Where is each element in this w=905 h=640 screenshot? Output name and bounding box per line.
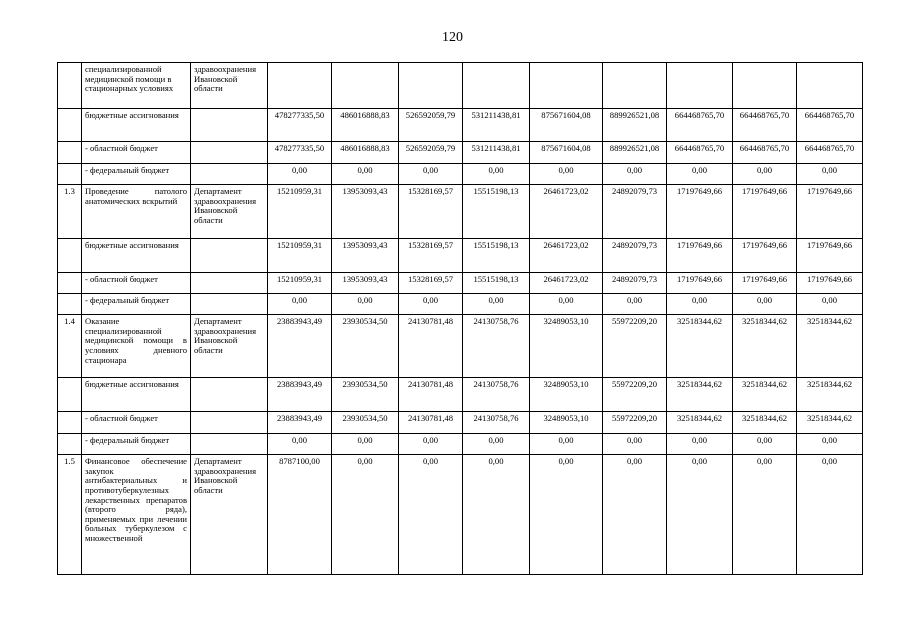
- amount-cell: 32518344,62: [733, 378, 797, 412]
- amount-cell: 0,00: [463, 294, 530, 315]
- amount-cell: 0,00: [268, 164, 332, 185]
- amount-cell: 0,00: [463, 455, 530, 575]
- row-index-cell: 1.3: [58, 185, 82, 239]
- amount-cell: 23930534,50: [332, 315, 399, 378]
- description-cell: Финансовое обеспечение закупок антибактериальных и противотуберкулезных лекарственных препаратов (второго ряда), применяемых при лечении больных туберкулезом с множественной: [82, 455, 191, 575]
- amount-cell: [667, 63, 733, 109]
- amount-cell: 0,00: [332, 434, 399, 455]
- table-body: [58, 63, 863, 575]
- amount-cell: 0,00: [797, 294, 863, 315]
- row-index-cell: [58, 142, 82, 164]
- amount-cell: 486016888,83: [332, 142, 399, 164]
- row-index-cell: [58, 273, 82, 294]
- amount-cell: 24130758,76: [463, 412, 530, 434]
- amount-cell: 531211438,81: [463, 142, 530, 164]
- amount-cell: 13953093,43: [332, 273, 399, 294]
- amount-cell: 17197649,66: [797, 185, 863, 239]
- amount-cell: 17197649,66: [733, 185, 797, 239]
- amount-cell: [332, 63, 399, 109]
- row-index-cell: 1.5: [58, 455, 82, 575]
- page-number: 120: [442, 30, 463, 45]
- description-cell: - федеральный бюджет: [82, 294, 191, 315]
- amount-cell: 17197649,66: [797, 273, 863, 294]
- amount-cell: 15210959,31: [268, 185, 332, 239]
- row-index-cell: [58, 239, 82, 273]
- amount-cell: [399, 63, 463, 109]
- amount-cell: 0,00: [399, 455, 463, 575]
- amount-cell: 15515198,13: [463, 273, 530, 294]
- amount-cell: 8787100,00: [268, 455, 332, 575]
- description-cell: - федеральный бюджет: [82, 164, 191, 185]
- amount-cell: 0,00: [667, 164, 733, 185]
- table-row: [58, 378, 863, 412]
- description-cell: бюджетные ассигнования: [82, 109, 191, 142]
- row-index-cell: [58, 109, 82, 142]
- row-index-cell: [58, 164, 82, 185]
- amount-cell: 15515198,13: [463, 239, 530, 273]
- amount-cell: 32518344,62: [733, 315, 797, 378]
- amount-cell: 24130758,76: [463, 378, 530, 412]
- executor-cell: Департамент здравоохранения Ивановской области: [191, 455, 268, 575]
- amount-cell: 17197649,66: [733, 273, 797, 294]
- amount-cell: 0,00: [332, 294, 399, 315]
- amount-cell: 0,00: [667, 455, 733, 575]
- amount-cell: 24130781,48: [399, 315, 463, 378]
- executor-cell: здравоохранения Ивановской области: [191, 63, 268, 109]
- amount-cell: 664468765,70: [797, 109, 863, 142]
- table-row: [58, 294, 863, 315]
- amount-cell: 55972209,20: [603, 378, 667, 412]
- amount-cell: 32489053,10: [530, 315, 603, 378]
- executor-cell: [191, 142, 268, 164]
- description-cell: специализированной медицинской помощи в стационарных условиях: [82, 63, 191, 109]
- amount-cell: 15328169,57: [399, 185, 463, 239]
- amount-cell: 23930534,50: [332, 412, 399, 434]
- amount-cell: 32518344,62: [797, 378, 863, 412]
- amount-cell: 0,00: [667, 294, 733, 315]
- amount-cell: 664468765,70: [733, 142, 797, 164]
- amount-cell: 26461723,02: [530, 185, 603, 239]
- table-row: [58, 142, 863, 164]
- executor-cell: [191, 273, 268, 294]
- amount-cell: 32518344,62: [797, 315, 863, 378]
- amount-cell: 32518344,62: [733, 412, 797, 434]
- executor-cell: Департамент здравоохранения Ивановской области: [191, 185, 268, 239]
- table-row: [58, 315, 863, 378]
- row-index-cell: [58, 63, 82, 109]
- amount-cell: 0,00: [399, 434, 463, 455]
- amount-cell: 0,00: [797, 164, 863, 185]
- amount-cell: 664468765,70: [733, 109, 797, 142]
- amount-cell: 0,00: [603, 294, 667, 315]
- table-row: [58, 185, 863, 239]
- amount-cell: 24892079,73: [603, 273, 667, 294]
- amount-cell: 0,00: [268, 434, 332, 455]
- amount-cell: 17197649,66: [733, 239, 797, 273]
- amount-cell: 0,00: [463, 434, 530, 455]
- description-cell: Проведение патолого анатомических вскрытий: [82, 185, 191, 239]
- amount-cell: 664468765,70: [797, 142, 863, 164]
- amount-cell: 0,00: [603, 164, 667, 185]
- amount-cell: 478277335,50: [268, 142, 332, 164]
- row-index-cell: [58, 378, 82, 412]
- amount-cell: 24130758,76: [463, 315, 530, 378]
- amount-cell: 13953093,43: [332, 239, 399, 273]
- executor-cell: [191, 412, 268, 434]
- description-cell: бюджетные ассигнования: [82, 239, 191, 273]
- table-row: [58, 239, 863, 273]
- executor-cell: [191, 109, 268, 142]
- table-row: [58, 164, 863, 185]
- amount-cell: 0,00: [530, 164, 603, 185]
- amount-cell: 875671604,08: [530, 142, 603, 164]
- amount-cell: 32489053,10: [530, 378, 603, 412]
- amount-cell: 15328169,57: [399, 239, 463, 273]
- amount-cell: 486016888,83: [332, 109, 399, 142]
- amount-cell: 26461723,02: [530, 273, 603, 294]
- description-cell: - областной бюджет: [82, 412, 191, 434]
- table-row: [58, 434, 863, 455]
- amount-cell: 0,00: [667, 434, 733, 455]
- amount-cell: 24892079,73: [603, 185, 667, 239]
- amount-cell: 24130781,48: [399, 378, 463, 412]
- executor-cell: Департамент здравоохранения Ивановской области: [191, 315, 268, 378]
- amount-cell: [603, 63, 667, 109]
- description-cell: Оказание специализированной медицинской помощи в условиях дневного стационара: [82, 315, 191, 378]
- executor-cell: [191, 294, 268, 315]
- row-index-cell: [58, 412, 82, 434]
- row-index-cell: [58, 294, 82, 315]
- amount-cell: 55972209,20: [603, 315, 667, 378]
- amount-cell: 17197649,66: [667, 273, 733, 294]
- description-cell: - областной бюджет: [82, 142, 191, 164]
- row-index-cell: [58, 434, 82, 455]
- amount-cell: 664468765,70: [667, 142, 733, 164]
- executor-cell: [191, 164, 268, 185]
- amount-cell: 26461723,02: [530, 239, 603, 273]
- amount-cell: 889926521,08: [603, 109, 667, 142]
- amount-cell: 875671604,08: [530, 109, 603, 142]
- amount-cell: 32518344,62: [797, 412, 863, 434]
- amount-cell: 664468765,70: [667, 109, 733, 142]
- row-index-cell: 1.4: [58, 315, 82, 378]
- amount-cell: 0,00: [797, 455, 863, 575]
- amount-cell: [530, 63, 603, 109]
- description-cell: - федеральный бюджет: [82, 434, 191, 455]
- amount-cell: 13953093,43: [332, 185, 399, 239]
- table-row: [58, 63, 863, 109]
- amount-cell: 23883943,49: [268, 412, 332, 434]
- amount-cell: 0,00: [399, 294, 463, 315]
- amount-cell: 889926521,08: [603, 142, 667, 164]
- amount-cell: 32518344,62: [667, 315, 733, 378]
- table-row: [58, 109, 863, 142]
- executor-cell: [191, 239, 268, 273]
- amount-cell: 0,00: [797, 434, 863, 455]
- amount-cell: 0,00: [268, 294, 332, 315]
- amount-cell: 526592059,79: [399, 109, 463, 142]
- amount-cell: 55972209,20: [603, 412, 667, 434]
- description-cell: бюджетные ассигнования: [82, 378, 191, 412]
- amount-cell: 32518344,62: [667, 412, 733, 434]
- amount-cell: 0,00: [332, 164, 399, 185]
- amount-cell: 15328169,57: [399, 273, 463, 294]
- amount-cell: 0,00: [603, 455, 667, 575]
- amount-cell: 0,00: [399, 164, 463, 185]
- table-row: [58, 455, 863, 575]
- table-row: [58, 412, 863, 434]
- amount-cell: [797, 63, 863, 109]
- amount-cell: 15210959,31: [268, 239, 332, 273]
- amount-cell: 32489053,10: [530, 412, 603, 434]
- budget-table: [57, 62, 863, 575]
- amount-cell: [463, 63, 530, 109]
- executor-cell: [191, 378, 268, 412]
- amount-cell: 478277335,50: [268, 109, 332, 142]
- description-cell: - областной бюджет: [82, 273, 191, 294]
- amount-cell: 0,00: [530, 455, 603, 575]
- amount-cell: 0,00: [733, 164, 797, 185]
- amount-cell: 32518344,62: [667, 378, 733, 412]
- amount-cell: 0,00: [463, 164, 530, 185]
- amount-cell: 0,00: [332, 455, 399, 575]
- amount-cell: 23930534,50: [332, 378, 399, 412]
- amount-cell: 0,00: [733, 434, 797, 455]
- table-row: [58, 273, 863, 294]
- amount-cell: 526592059,79: [399, 142, 463, 164]
- amount-cell: 17197649,66: [667, 239, 733, 273]
- executor-cell: [191, 434, 268, 455]
- amount-cell: 23883943,49: [268, 315, 332, 378]
- amount-cell: 531211438,81: [463, 109, 530, 142]
- amount-cell: 17197649,66: [667, 185, 733, 239]
- amount-cell: 0,00: [733, 455, 797, 575]
- amount-cell: [733, 63, 797, 109]
- amount-cell: 0,00: [733, 294, 797, 315]
- amount-cell: 23883943,49: [268, 378, 332, 412]
- amount-cell: 0,00: [603, 434, 667, 455]
- amount-cell: [268, 63, 332, 109]
- amount-cell: 0,00: [530, 294, 603, 315]
- amount-cell: 0,00: [530, 434, 603, 455]
- amount-cell: 15515198,13: [463, 185, 530, 239]
- amount-cell: 15210959,31: [268, 273, 332, 294]
- amount-cell: 24892079,73: [603, 239, 667, 273]
- amount-cell: 24130781,48: [399, 412, 463, 434]
- amount-cell: 17197649,66: [797, 239, 863, 273]
